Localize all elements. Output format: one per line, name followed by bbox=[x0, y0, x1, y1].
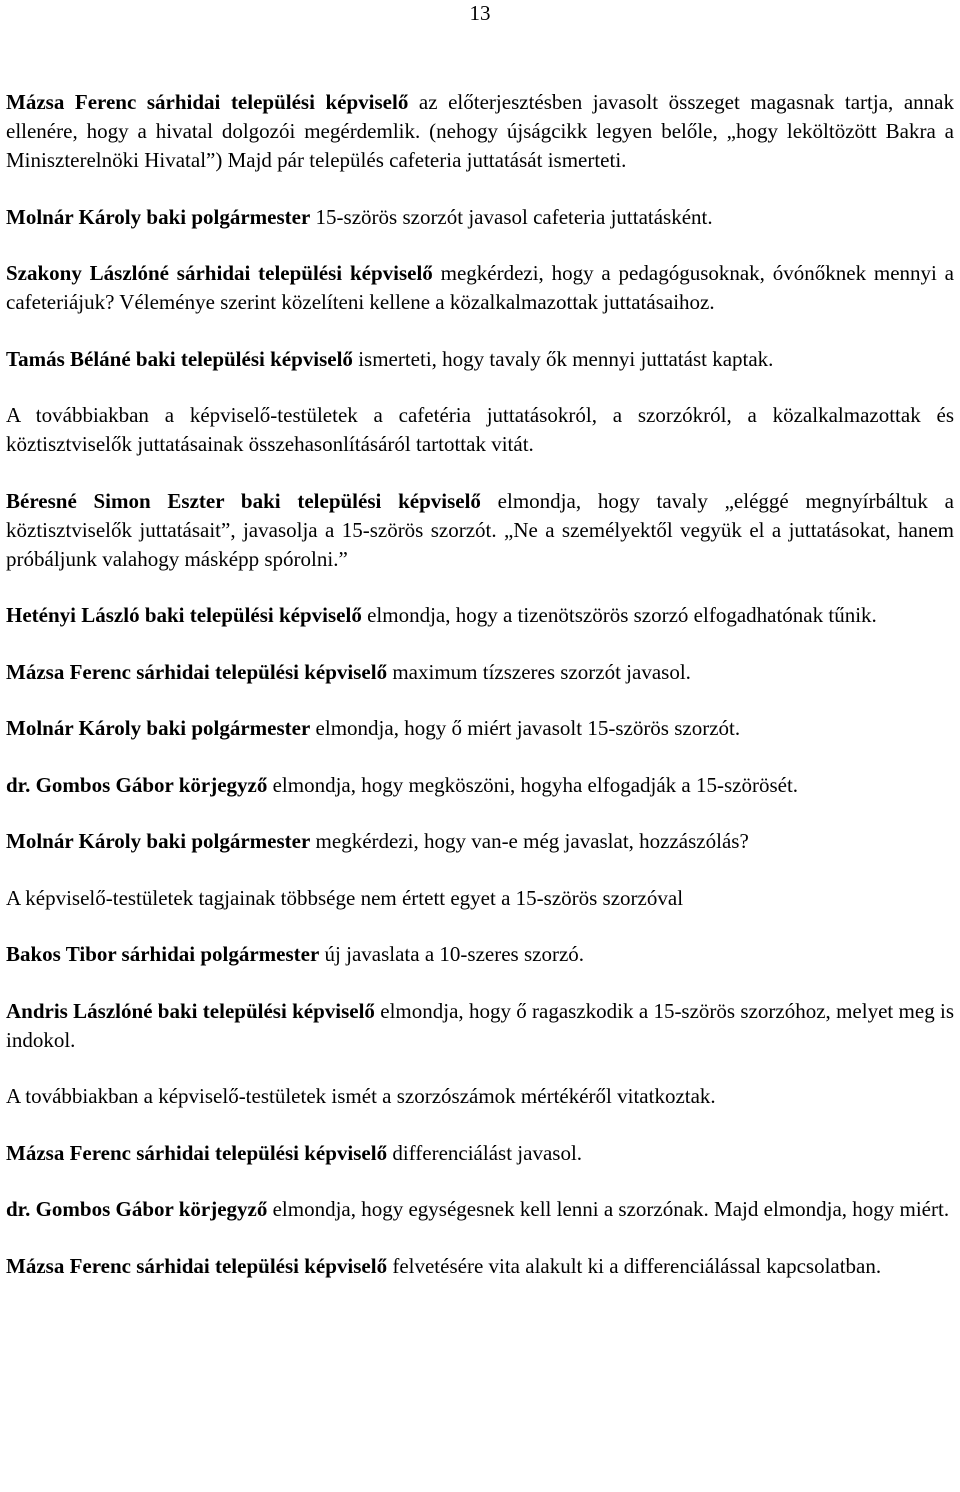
paragraph-text: ismerteti, hogy tavaly ők mennyi juttatást kaptak. bbox=[352, 346, 774, 371]
paragraph-10 bbox=[6, 771, 954, 800]
paragraph-text: differenciálást javasol. bbox=[387, 1140, 583, 1165]
paragraph-18 bbox=[6, 1252, 954, 1281]
paragraph-13 bbox=[6, 940, 954, 969]
paragraph-9 bbox=[6, 714, 954, 743]
paragraph-text: elmondja, hogy a tizenötszörös szorzó elfogadhatónak tűnik. bbox=[361, 603, 877, 627]
speaker-name: Mázsa Ferenc sárhidai települési képviselő bbox=[6, 659, 388, 684]
speaker-name: Mázsa Ferenc sárhidai települési képviselő bbox=[6, 90, 409, 114]
paragraph-text: új javaslata a 10-szeres szorzó. bbox=[319, 942, 585, 966]
paragraph-text: megkérdezi, hogy van-e még javaslat, hozzászólás? bbox=[310, 829, 749, 853]
speaker-name: Molnár Károly baki polgármester bbox=[6, 716, 311, 740]
paragraph-text: megkérdezi, hogy a pedagógusoknak, óvónőknek mennyi a cafeteriájuk? Véleménye szerint közelíteni kellene a közalkalmazottak juttatásaihoz. bbox=[6, 261, 954, 314]
paragraph-3 bbox=[6, 259, 954, 317]
paragraph-text: elmondja, hogy ő miért javasolt 15-szörös szorzót. bbox=[310, 716, 741, 740]
paragraph-6 bbox=[6, 487, 954, 574]
paragraph-14 bbox=[6, 997, 954, 1055]
paragraph-text: az előterjesztésben javasolt összeget magasnak tartja, annak ellenére, hogy a hivatal dolgozói megérdemlik. (nehogy újságcikk legyen belőle, „hogy leköltözött Bakra a Miniszterelnöki Hivatal”) Majd pár település cafeteria juttatását ismerteti. bbox=[6, 90, 955, 172]
page-number: 13 bbox=[469, 1, 491, 25]
paragraph-15 bbox=[6, 1082, 954, 1111]
speaker-name: dr. Gombos Gábor körjegyző bbox=[6, 1197, 268, 1221]
paragraph-4 bbox=[6, 345, 954, 374]
paragraph-text: felvetésére vita alakult ki a differenciálással kapcsolatban. bbox=[387, 1253, 882, 1278]
paragraph-text: elmondja, hogy egységesnek kell lenni a szorzónak. Majd elmondja, hogy miért. bbox=[267, 1197, 950, 1221]
speaker-name: Andris Lászlóné baki települési képviselő bbox=[6, 998, 375, 1023]
paragraph-16 bbox=[6, 1139, 954, 1168]
paragraph-2 bbox=[6, 203, 954, 232]
paragraph-11 bbox=[6, 827, 954, 856]
speaker-name: dr. Gombos Gábor körjegyző bbox=[6, 772, 268, 797]
paragraph-12 bbox=[6, 884, 954, 913]
paragraph-text: elmondja, hogy tavaly „eléggé megnyírbáltuk a köztisztviselők juttatásait”, javasolja a 15-szörös szorzót. „Ne a személyektől vegyük el a juttatásokat, hanem próbáljunk valahogy másképp spórolni.” bbox=[6, 488, 954, 571]
speaker-name: Szakony Lászlóné sárhidai települési képviselő bbox=[6, 261, 433, 285]
speaker-name: Hetényi László baki települési képviselő bbox=[6, 603, 362, 627]
speaker-name: Molnár Károly baki polgármester bbox=[6, 829, 311, 853]
paragraph-5 bbox=[6, 401, 954, 459]
paragraph-8 bbox=[6, 658, 954, 687]
speaker-name: Mázsa Ferenc sárhidai települési képviselő bbox=[6, 1140, 388, 1165]
speaker-name: Tamás Béláné baki települési képviselő bbox=[6, 346, 353, 371]
minutes-body bbox=[6, 88, 954, 1308]
paragraph-text: A képviselő-testületek tagjainak többsége nem értett egyet a 15-szörös szorzóval bbox=[6, 885, 684, 910]
paragraph-text: elmondja, hogy megköszöni, hogyha elfogadják a 15-szörösét. bbox=[267, 772, 799, 797]
paragraph-7 bbox=[6, 601, 954, 630]
speaker-name: Molnár Károly baki polgármester bbox=[6, 204, 311, 229]
speaker-name: Béresné Simon Eszter baki települési képviselő bbox=[6, 488, 481, 513]
paragraph-1 bbox=[6, 88, 954, 175]
paragraph-text: maximum tízszeres szorzót javasol. bbox=[387, 659, 691, 684]
paragraph-text: elmondja, hogy ő ragaszkodik a 15-szörös szorzóhoz, melyet meg is indokol. bbox=[6, 998, 954, 1052]
paragraph-text: A továbbiakban a képviselő-testületek ismét a szorzószámok mértékéről vitatkoztak. bbox=[6, 1084, 716, 1108]
paragraph-17 bbox=[6, 1195, 954, 1224]
paragraph-text: 15-szörös szorzót javasol cafeteria juttatásként. bbox=[310, 204, 713, 229]
speaker-name: Mázsa Ferenc sárhidai települési képviselő bbox=[6, 1253, 388, 1278]
paragraph-text: A továbbiakban a képviselő-testületek a cafetéria juttatásokról, a szorzókról, a közalkalmazottak és köztisztviselők juttatásainak összehasonlításáról tartottak vitát. bbox=[6, 403, 954, 456]
speaker-name: Bakos Tibor sárhidai polgármester bbox=[6, 942, 320, 966]
